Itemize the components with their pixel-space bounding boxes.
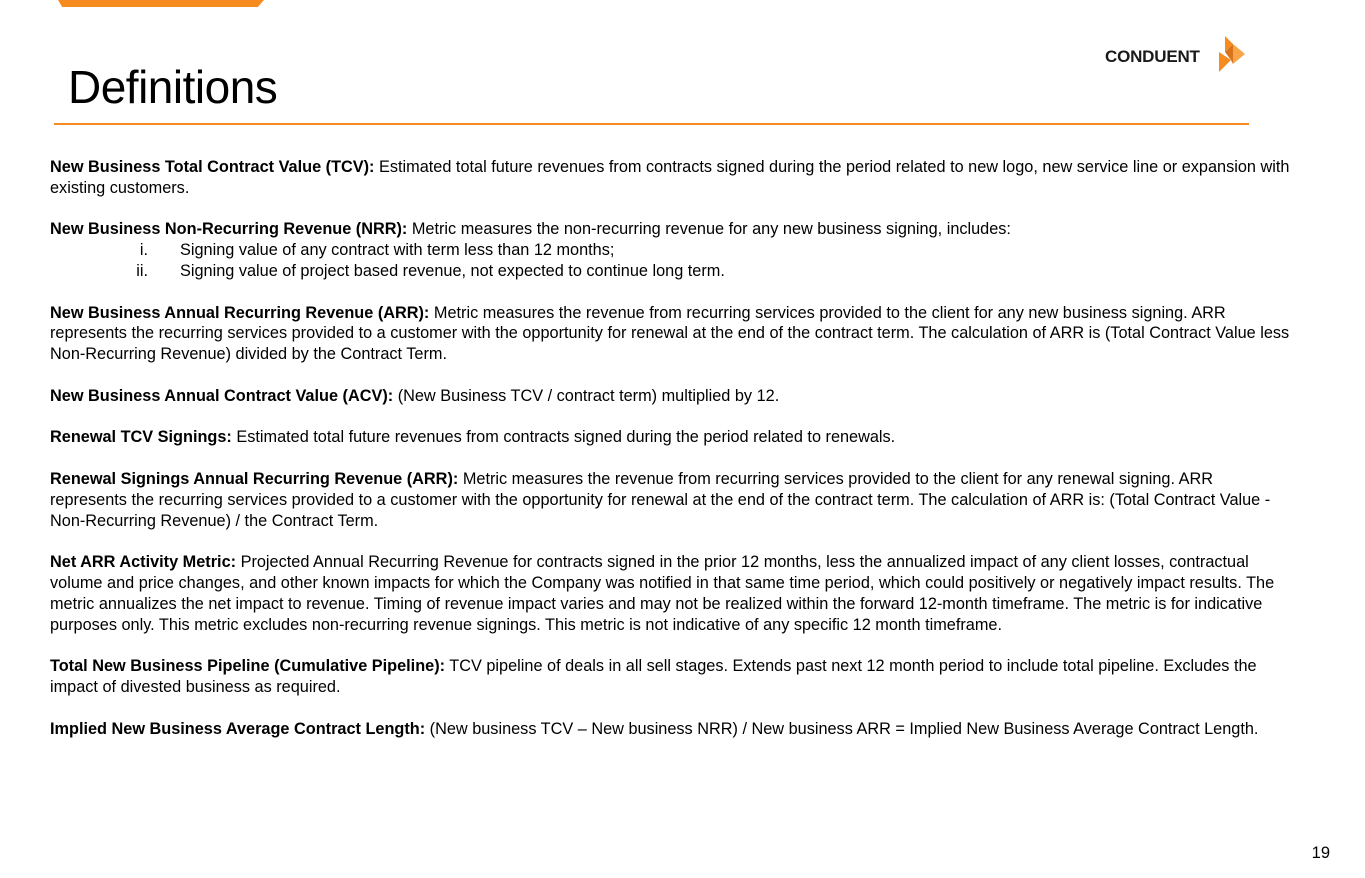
definition-renewal-arr [50, 469, 1290, 531]
definition-text: (New business TCV – New business NRR) / New business ARR = Implied New Business Average Contract Length. [425, 719, 1259, 738]
definition-term: New Business Total Contract Value (TCV): [50, 158, 375, 176]
definition-text: (New Business TCV / contract term) multiplied by 12. [393, 386, 780, 405]
definition-term: Net ARR Activity Metric: [50, 553, 237, 572]
conduent-logo-mark-icon [1211, 34, 1251, 74]
definition-contract-length [50, 719, 1290, 740]
definitions-content [50, 157, 1290, 760]
definition-term: Renewal TCV Signings: [50, 428, 232, 447]
list-item-text: Signing value of any contract with term less than 12 months; [180, 241, 615, 260]
page-title: Definitions [68, 61, 278, 113]
definition-term: New Business Annual Contract Value (ACV): [50, 386, 394, 405]
definition-renewal-tcv [50, 427, 1290, 448]
title-divider [54, 123, 1249, 125]
definition-text: Estimated total future revenues from contracts signed during the period related to new logo, new service line or expansion with existing customers. [50, 158, 1290, 197]
definition-term: Renewal Signings Annual Recurring Revenue (ARR): [50, 469, 459, 488]
definition-text: Metric measures the revenue from recurring services provided to the client for any new business signing. ARR represents the recurring services provided to a customer with the opportunity for renewal at the end of the contract term. The calculation of ARR is (Total Contract Value less Non-Recurring Revenue) divided by the Contract Term. [50, 303, 1290, 364]
definition-text: Projected Annual Recurring Revenue for contracts signed in the prior 12 months, less the annualized impact of any client losses, contractual volume and price changes, and other known impacts for which the Company was notified in that same time period, which could positively or negatively impact results. The metric annualizes the net impact to revenue. Timing of revenue impact varies and may not be realized within the forward 12-month timeframe. The metric is for indicative purposes only. This metric excludes non-recurring revenue signings. This metric is not indicative of any specific 12 month timeframe. [50, 553, 1275, 634]
definition-text: Metric measures the non-recurring revenue for any new business signing, includes: [407, 220, 1011, 239]
list-item-number: i. [139, 241, 148, 260]
definition-net-arr [50, 552, 1290, 635]
list-item [50, 240, 1290, 261]
list-item-text: Signing value of project based revenue, not expected to continue long term. [180, 261, 725, 280]
conduent-logo [1105, 34, 1255, 76]
definition-tcv [50, 157, 1290, 199]
definition-acv [50, 386, 1290, 407]
definition-new-arr [50, 303, 1290, 365]
page-number: 19 [1311, 844, 1330, 862]
definition-text: Estimated total future revenues from contracts signed during the period related to renewals. [231, 428, 896, 447]
list-item-number: ii. [136, 261, 148, 280]
list-item [50, 261, 1290, 282]
definition-pipeline [50, 656, 1290, 698]
top-accent-bar [58, 0, 264, 7]
nrr-item-list [50, 240, 1290, 282]
definition-term: New Business Annual Recurring Revenue (ARR): [50, 303, 430, 322]
definition-term: New Business Non-Recurring Revenue (NRR): [50, 220, 408, 239]
definition-text: Metric measures the revenue from recurring services provided to the client for any renewal signing. ARR represents the recurring services provided to a customer with the opportunity for renewal at the end of the contract term. The calculation of ARR is: (Total Contract Value - Non-Recurring Revenue) / the Contract Term. [50, 469, 1271, 530]
definition-term: Implied New Business Average Contract Length: [50, 719, 426, 738]
definition-term: Total New Business Pipeline (Cumulative Pipeline): [50, 657, 446, 676]
logo-wordmark: CONDUENT [1105, 47, 1200, 66]
definition-nrr [50, 219, 1290, 281]
definition-text: TCV pipeline of deals in all sell stages. Extends past next 12 month period to include total pipeline. Excludes the impact of divested business as required. [50, 657, 1257, 696]
